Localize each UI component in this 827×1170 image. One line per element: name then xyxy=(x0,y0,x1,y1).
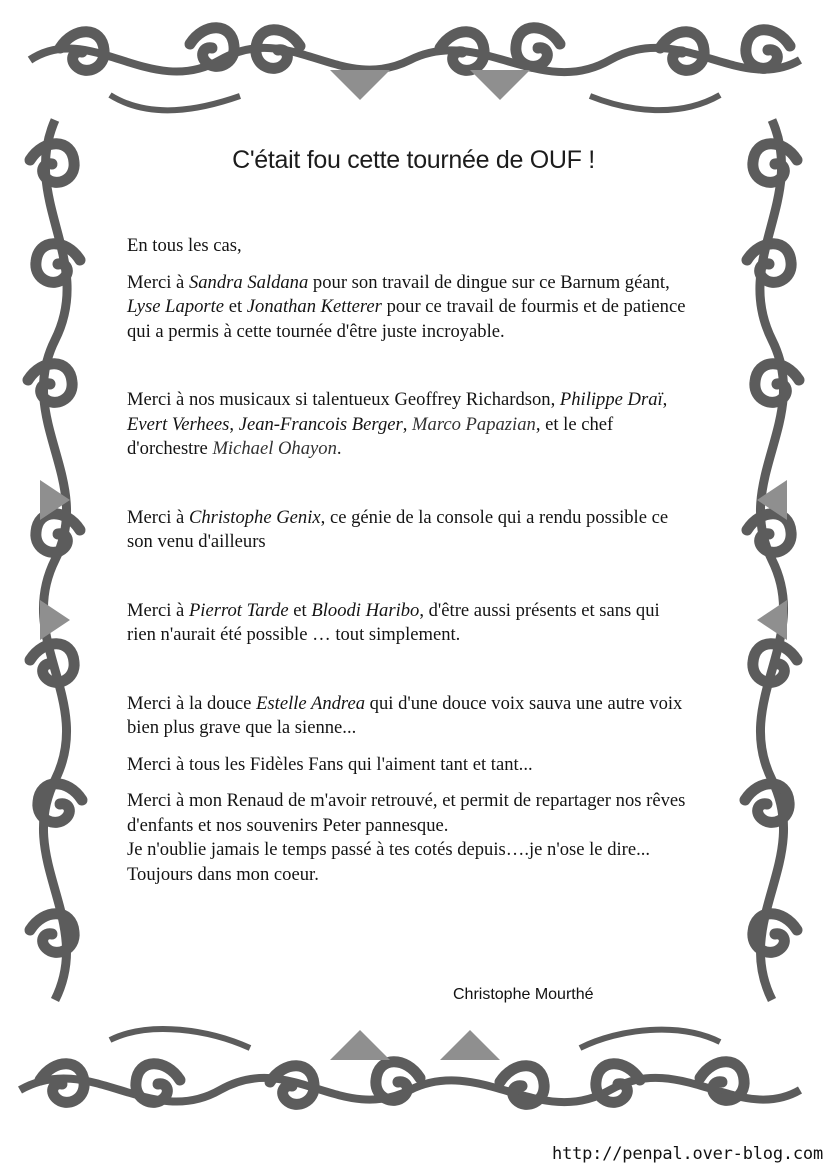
watermark-url: http://penpal.over-blog.com xyxy=(552,1144,823,1164)
greeting: En tous les cas, xyxy=(127,235,242,256)
paragraph-thanks-musicians: Merci à nos musicaux si talentueux Geoffrey Richardson, Philippe Draï, Evert Verhees, Jean-Francois Berger, Marco Papazian, et le chef d'orchestre Michael Ohayon. xyxy=(127,389,668,459)
top-ornament-band xyxy=(30,28,800,111)
paragraph-thanks-fans: Merci à tous les Fidèles Fans qui l'aiment tant et tant... xyxy=(127,753,533,775)
paragraph-thanks-friends: Merci à Pierrot Tarde et Bloodi Haribo, d'être aussi présents et sans qui rien n'aurait été possible … tout simplement. xyxy=(127,599,660,645)
signature: Christophe Mourthé xyxy=(453,986,594,1003)
paragraph-thanks-production: Merci à Sandra Saldana pour son travail de dingue sur ce Barnum géant, Lyse Laporte et Jonathan Ketterer pour ce travail de fourmis et de patience qui a permis à cette tournée d'être juste incroyable. xyxy=(127,271,686,342)
paragraph-thanks-singer: Merci à la douce Estelle Andrea qui d'une douce voix sauva une autre voix bien plus grave que la sienne... xyxy=(127,692,683,738)
paragraph-thanks-renaud: Merci à mon Renaud de m'avoir retrouvé, et permit de repartager nos rêves d'enfants et nos souvenirs Peter pannesque. Je n'oublie jamais le temps passé à tes cotés depuis….je n'ose le dire... Toujours dans mon coeur. xyxy=(127,790,686,885)
bottom-ornament-band xyxy=(20,1029,800,1104)
left-ornament-column xyxy=(28,120,82,1000)
letter-body xyxy=(127,234,687,887)
paragraph-thanks-sound: Merci à Christophe Genix, ce génie de la console qui a rendu possible ce son venu d'ailleurs xyxy=(127,506,669,552)
page-title: C'était fou cette tournée de OUF ! xyxy=(232,146,595,174)
right-ornament-column xyxy=(745,120,799,1000)
